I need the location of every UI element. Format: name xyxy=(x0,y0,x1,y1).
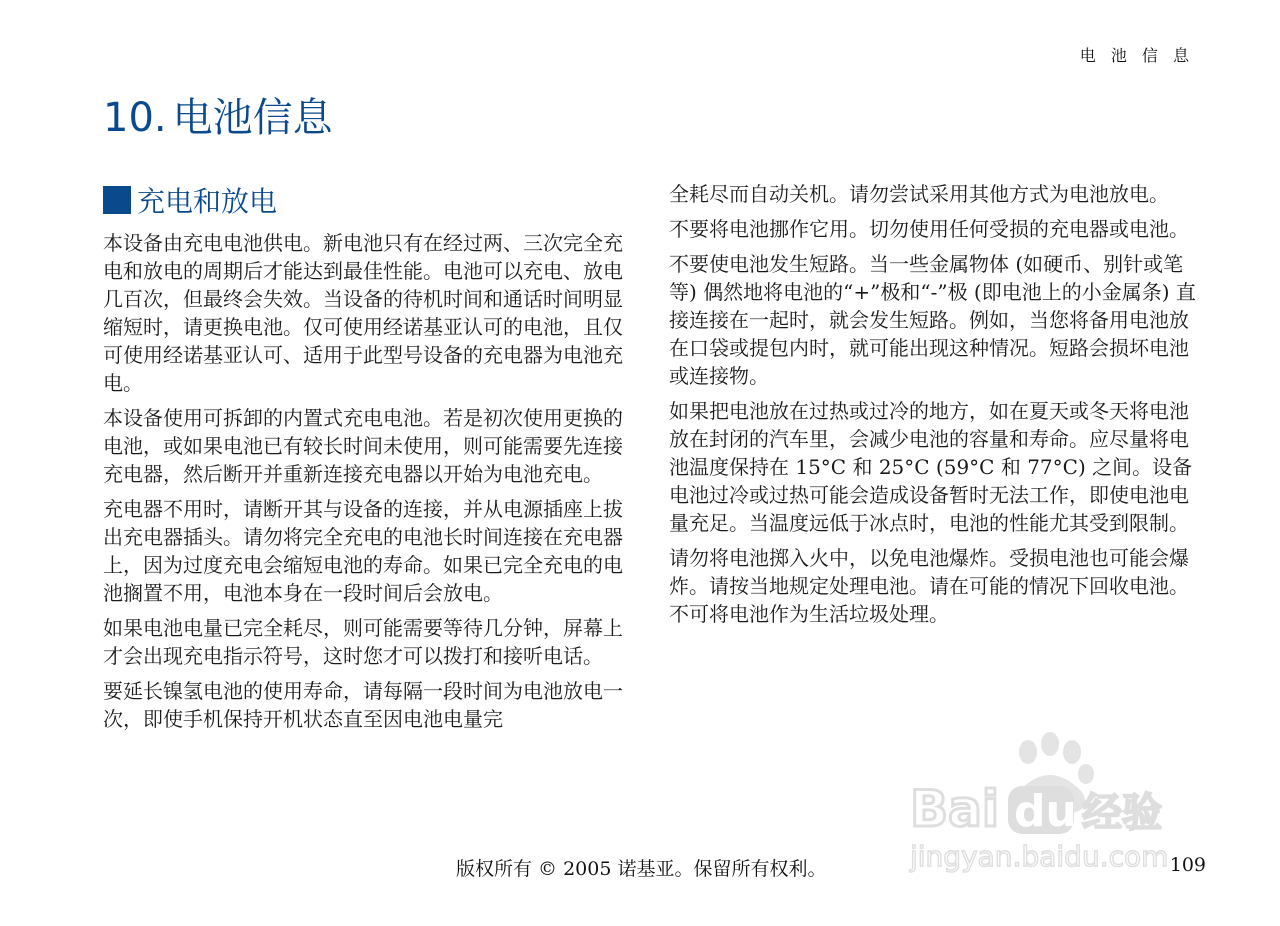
svg-text:经验: 经验 xyxy=(1082,790,1162,836)
paragraph: 如果电池电量已完全耗尽，则可能需要等待几分钟，屏幕上才会出现充电指示符号，这时您才可以拨打和接听电话。 xyxy=(103,616,623,668)
chapter-number: 10. xyxy=(103,95,167,141)
paragraph: 请勿将电池掷入火中，以免电池爆炸。受损电池也可能会爆炸。请按当地规定处理电池。请在可能的情况下回收电池。不可将电池作为生活垃圾处理。 xyxy=(669,546,1189,626)
paragraph: 本设备使用可拆卸的内置式充电电池。若是初次使用更换的电池，或如果电池已有较长时间未使用，则可能需要先连接充电器，然后断开并重新连接充电器以开始为电池充电。 xyxy=(103,406,623,486)
page-number: 109 xyxy=(1169,854,1206,876)
running-head: 电 池 信 息 xyxy=(1079,46,1194,65)
paragraph: 全耗尽而自动关机。请勿尝试采用其他方式为电池放电。 xyxy=(669,182,1169,206)
right-column xyxy=(669,180,1199,635)
chapter-title-text: 电池信息 xyxy=(172,95,333,141)
section-square-icon xyxy=(103,186,131,214)
copyright-notice: 版权所有 © 2005 诺基亚。保留所有权利。 xyxy=(456,858,827,880)
section-heading xyxy=(103,180,277,220)
paragraph: 不要将电池挪作它用。切勿使用任何受损的充电器或电池。 xyxy=(669,217,1189,241)
paragraph: 充电器不用时，请断开其与设备的连接，并从电源插座上拔出充电器插头。请勿将完全充电的电池长时间连接在充电器上，因为过度充电会缩短电池的寿命。如果已完全充电的电池搁置不用，电池本身在一段时间后会放电。 xyxy=(103,497,623,605)
svg-text:jingyan.baidu.com: jingyan.baidu.com xyxy=(910,840,1169,873)
left-column xyxy=(103,229,633,740)
paragraph: 不要使电池发生短路。当一些金属物体 (如硬币、别针或笔等) 偶然地将电池的“+”极和“-”极 (即电池上的小金属条) 直接连接在一起时，就会发生短路。例如，当您将备用电池放在口袋或提包内时，就可能出现这种情况。短路会损坏电池或连接物。 xyxy=(669,252,1196,388)
paragraph: 如果把电池放在过热或过冷的地方，如在夏天或冬天将电池放在封闭的汽车里，会减少电池的容量和寿命。应尽量将电池温度保持在 15°C 和 25°C (59°C 和 77°C) 之间。设备电池过冷或过热可能会造成设备暂时无法工作，即使电池电量充足。当温度远低于冰点时，电池的性能尤其受到限制。 xyxy=(669,399,1193,535)
paragraph: 本设备由充电电池供电。新电池只有在经过两、三次完全充电和放电的周期后才能达到最佳性能。电池可以充电、放电几百次，但最终会失效。当设备的待机时间和通话时间明显缩短时，请更换电池。仅可使用经诺基亚认可的电池，且仅可使用经诺基亚认可、适用于此型号设备的充电器为电池充电。 xyxy=(103,231,623,395)
svg-text:Bai: Bai xyxy=(910,780,999,838)
chapter-title xyxy=(103,86,333,143)
page-footer xyxy=(0,854,1280,884)
paragraph: 要延长镍氢电池的使用寿命，请每隔一段时间为电池放电一次，即使手机保持开机状态直至因电池电量完 xyxy=(103,679,623,731)
svg-text:du: du xyxy=(1014,786,1077,837)
section-heading-text: 充电和放电 xyxy=(137,185,278,218)
